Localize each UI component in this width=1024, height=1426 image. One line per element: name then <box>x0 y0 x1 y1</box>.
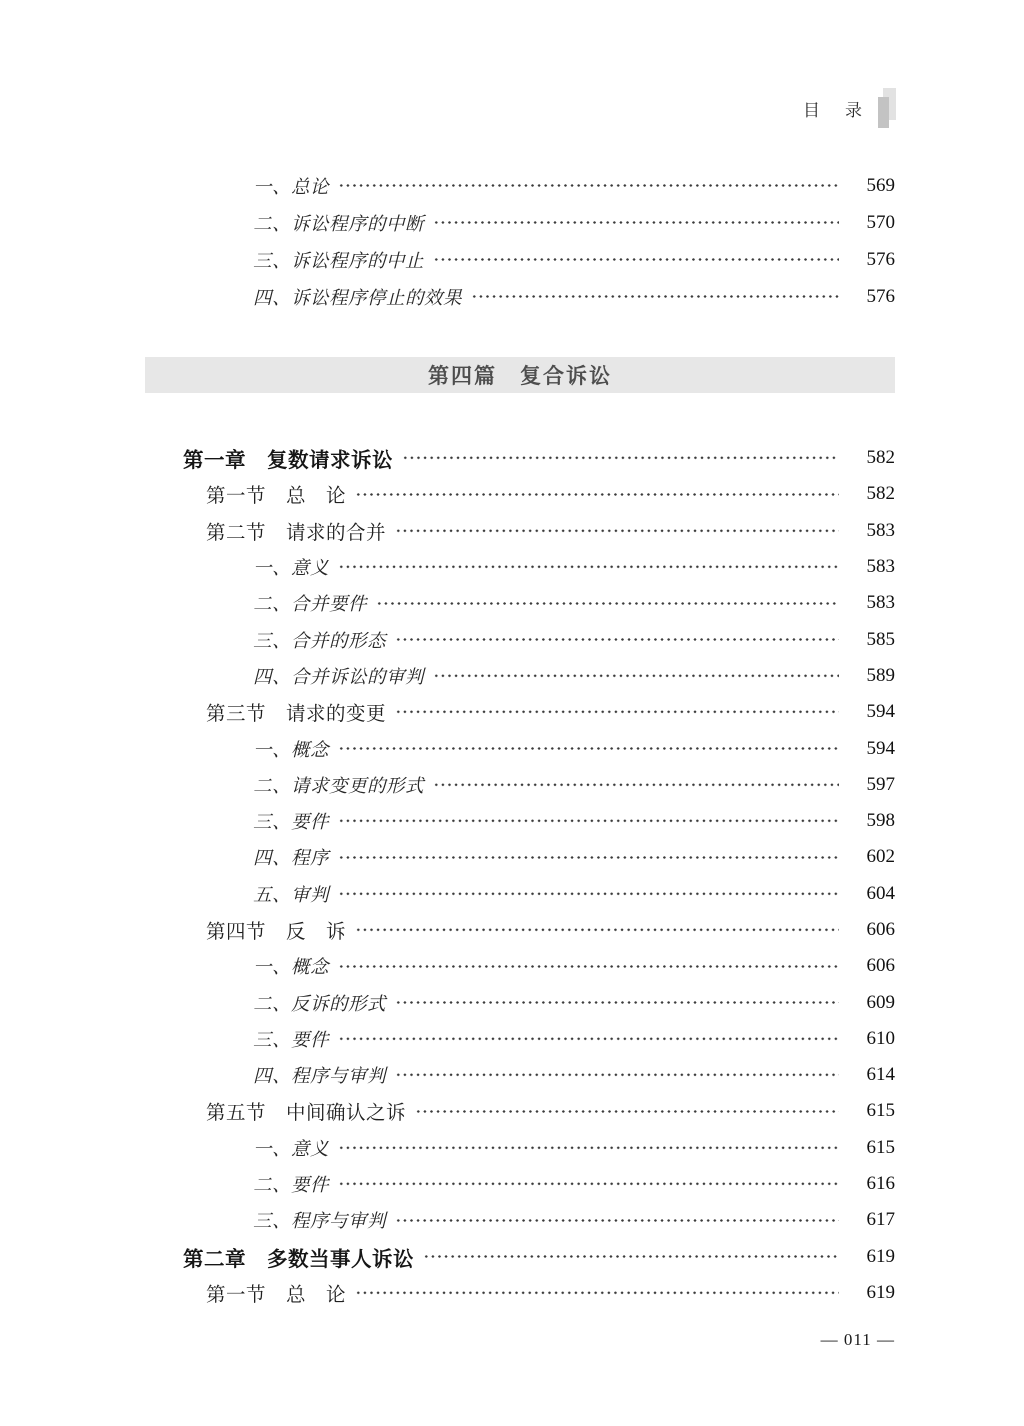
dot-leader <box>395 631 839 649</box>
dot-leader <box>355 921 839 939</box>
toc-entry-page: 582 <box>866 483 895 505</box>
toc-row-chapter <box>145 1239 895 1275</box>
toc-entry-page: 619 <box>866 1245 895 1267</box>
toc-row-item <box>145 767 895 803</box>
toc-entry-label: 二、要件 <box>253 1176 330 1197</box>
toc-entry-page: 617 <box>866 1209 895 1231</box>
dot-leader <box>338 558 839 576</box>
dot-leader <box>433 776 839 794</box>
toc-entry-page: 606 <box>866 919 895 940</box>
toc-entry-page: 610 <box>866 1027 895 1049</box>
dot-leader <box>433 214 839 232</box>
toc-entry-label: 第一节 总 论 <box>206 1284 347 1306</box>
toc-row-section <box>145 476 895 512</box>
toc-entry-label: 第三节 请求的变更 <box>206 704 387 726</box>
toc-entry-page: 616 <box>866 1173 895 1195</box>
toc-row-item <box>145 621 895 657</box>
toc-entry-page: 614 <box>866 1064 895 1086</box>
toc-entry-page: 602 <box>866 846 895 868</box>
toc-entry-page: 582 <box>866 447 895 469</box>
toc-entry-label: 第五节 中间确认之诉 <box>206 1103 407 1125</box>
toc-row-section <box>145 912 895 948</box>
toc-entry-page: 619 <box>866 1281 895 1303</box>
toc-row-item <box>145 730 895 766</box>
toc-row-section <box>145 1093 895 1129</box>
toc-entry-label: 二、反诉的形式 <box>253 994 387 1015</box>
toc-entry-label: 三、合并的形态 <box>253 631 387 652</box>
dot-leader <box>338 849 839 867</box>
toc-entry-label: 四、诉讼程序停止的效果 <box>253 288 463 309</box>
toc-entry-page: 604 <box>866 882 895 904</box>
dot-leader <box>433 667 839 685</box>
toc-entry-page: 589 <box>866 664 895 686</box>
toc-entry-label: 二、诉讼程序的中断 <box>253 214 425 235</box>
dot-leader <box>395 994 839 1012</box>
toc-entry-page: 576 <box>866 285 895 307</box>
toc-row-item <box>145 1202 895 1238</box>
toc-row-item <box>145 839 895 875</box>
toc-entry-label: 第一章 复数请求诉讼 <box>183 449 393 473</box>
toc-row-section <box>145 1275 895 1311</box>
toc-entry-label: 第二章 多数当事人诉讼 <box>183 1247 414 1271</box>
toc-row-item <box>145 948 895 984</box>
dot-leader <box>338 1175 839 1193</box>
toc-entry-label: 五、审判 <box>253 885 330 906</box>
toc-row-section <box>145 513 895 549</box>
toc-row-item <box>145 167 895 204</box>
toc-title: 目 录 <box>803 101 866 120</box>
toc-entry-label: 四、程序与审判 <box>253 1067 387 1088</box>
toc-entry-label: 一、意义 <box>253 559 330 580</box>
toc-entry-page: 606 <box>866 955 895 977</box>
toc-entry-label: 四、合并诉讼的审判 <box>253 667 425 688</box>
toc-row-item <box>145 278 895 315</box>
dot-leader <box>433 251 839 269</box>
dot-leader <box>395 1212 839 1230</box>
toc-entry-label: 三、要件 <box>253 813 330 834</box>
toc-entry-page: 583 <box>866 556 895 578</box>
toc-top-list <box>145 167 895 315</box>
dot-leader <box>338 812 839 830</box>
toc-row-chapter <box>145 440 895 476</box>
toc-row-item <box>145 1130 895 1166</box>
dot-leader <box>415 1103 839 1121</box>
dot-leader <box>376 595 839 613</box>
toc-row-item <box>145 549 895 585</box>
toc-entry-page: 598 <box>866 810 895 832</box>
dot-leader <box>338 1030 839 1048</box>
toc-row-item <box>145 803 895 839</box>
toc-entry-label: 一、概念 <box>253 958 330 979</box>
toc-entry-page: 594 <box>866 737 895 759</box>
dot-leader <box>395 522 839 540</box>
page-number-footer: — 011 — <box>820 1330 895 1349</box>
toc-entry-label: 二、请求变更的形式 <box>253 776 425 797</box>
dot-leader <box>338 958 839 976</box>
toc-entry-label: 三、要件 <box>253 1030 330 1051</box>
toc-row-item <box>145 204 895 241</box>
toc-entry-label: 三、诉讼程序的中止 <box>253 251 425 272</box>
toc-row-item <box>145 1057 895 1093</box>
dot-leader <box>355 1284 839 1302</box>
dot-leader <box>395 1066 839 1084</box>
toc-entry-page: 615 <box>866 1100 895 1122</box>
toc-entry-page: 597 <box>866 773 895 795</box>
dot-leader <box>423 1248 839 1266</box>
toc-entry-page: 570 <box>866 211 895 233</box>
part-banner-title: 第四篇 复合诉讼 <box>428 365 612 388</box>
toc-entry-page: 569 <box>866 174 895 196</box>
dot-leader <box>338 177 839 195</box>
toc-entry-page: 615 <box>866 1136 895 1158</box>
header-decoration-bars <box>872 88 896 130</box>
toc-row-item <box>145 984 895 1020</box>
toc-entry-page: 583 <box>866 592 895 614</box>
toc-main-list <box>145 440 895 1311</box>
toc-entry-label: 一、意义 <box>253 1139 330 1160</box>
dot-leader <box>402 449 839 467</box>
toc-entry-page: 594 <box>866 701 895 723</box>
toc-row-item <box>145 1021 895 1057</box>
toc-row-item <box>145 1166 895 1202</box>
toc-entry-label: 第一节 总 论 <box>206 486 347 508</box>
toc-entry-label: 二、合并要件 <box>253 595 368 616</box>
toc-row-item <box>145 241 895 278</box>
dot-leader <box>338 740 839 758</box>
toc-entry-page: 576 <box>866 248 895 270</box>
toc-row-item <box>145 658 895 694</box>
toc-entry-label: 第四节 反 诉 <box>206 922 347 943</box>
toc-row-item <box>145 585 895 621</box>
toc-entry-label: 一、总论 <box>253 177 330 198</box>
dot-leader <box>355 486 839 504</box>
toc-entry-label: 三、程序与审判 <box>253 1212 387 1233</box>
dot-leader <box>338 1139 839 1157</box>
page-header <box>803 88 896 130</box>
toc-entry-label: 四、程序 <box>253 849 330 870</box>
dot-leader <box>471 288 839 306</box>
dot-leader <box>338 885 839 903</box>
toc-row-item <box>145 876 895 912</box>
decor-bar-dark <box>878 97 889 128</box>
toc-row-section <box>145 694 895 730</box>
part-banner <box>145 357 895 393</box>
toc-entry-label: 一、概念 <box>253 740 330 761</box>
dot-leader <box>395 703 839 721</box>
toc-entry-page: 585 <box>866 628 895 650</box>
toc-entry-page: 583 <box>866 519 895 541</box>
toc-entry-page: 609 <box>866 991 895 1013</box>
toc-entry-label: 第二节 请求的合并 <box>206 522 387 544</box>
